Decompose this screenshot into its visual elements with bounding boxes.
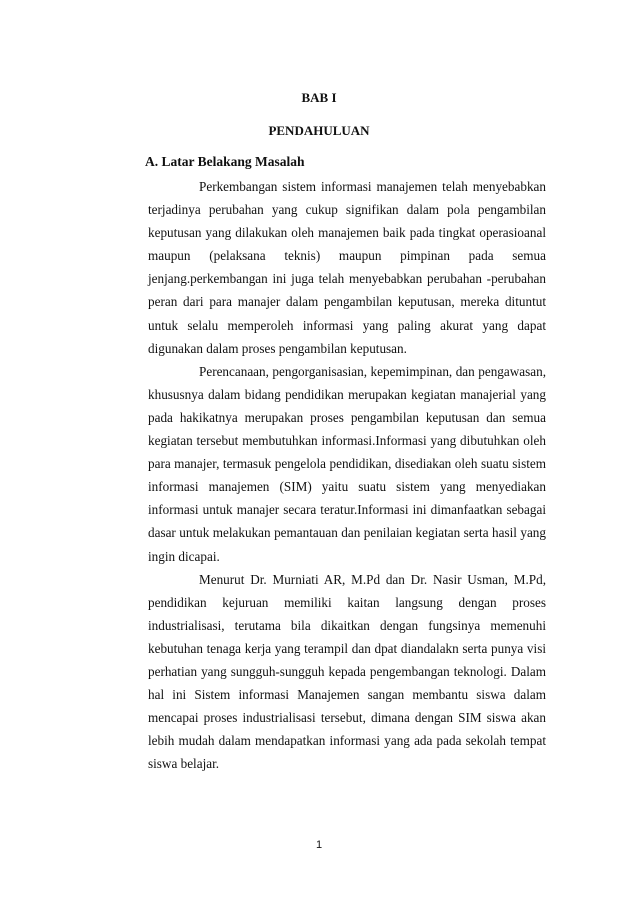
body-text — [148, 175, 546, 775]
chapter-number: BAB I — [301, 90, 337, 105]
section-heading: A. Latar Belakang Masalah — [145, 154, 305, 169]
paragraph-2: Perencanaan, pengorganisasian, kepemimpinan, dan pengawasan, khususnya dalam bidang pendidikan merupakan kegiatan manajerial yang pada hakikatnya merupakan proses pengambilan keputusan dan semua kegiatan tersebut membutuhkan informasi.Informasi yang dibutuhkan oleh para manajer, termasuk pengelola pendidikan, disediakan oleh suatu sistem informasi manajemen (SIM) yaitu suatu sistem yang menyediakan informasi untuk manajer secara teratur.Informasi ini dimanfaatkan sebagai dasar untuk melakukan pemantauan dan penilaian kegiatan serta hasil yang ingin dicapai. — [148, 363, 546, 564]
page-number: 1 — [315, 839, 323, 851]
chapter-title: PENDAHULUAN — [268, 123, 370, 138]
paragraph-1: Perkembangan sistem informasi manajemen telah menyebabkan terjadinya perubahan yang cukup signifikan dalam pola pengambilan keputusan yang dilakukan oleh manajemen baik pada tingkat operasioanal maupun (pelaksana teknis) maupun pimpinan pada semua jenjang.perkembangan ini juga telah menyebabkan perubahan -perubahan peran dari para manajer dalam pengambilan keputusan, mereka dituntut untuk selalu memperoleh informasi yang paling akurat yang dapat digunakan dalam proses pengambilan keputusan. — [148, 179, 546, 356]
paragraph-3: Menurut Dr. Murniati AR, M.Pd dan Dr. Nasir Usman, M.Pd, pendidikan kejuruan memiliki kaitan langsung dengan proses industrialisasi, terutama bila dikaitkan dengan fungsinya memenuhi kebutuhan tenaga kerja yang terampil dan dpat diandalakn serta punya visi perhatian yang sungguh-sungguh kepada pengembangan teknologi. Dalam hal ini Sistem informasi Manajemen sangan membantu siswa dalam mencapai proses industrialisasi tersebut, dimana dengan SIM siswa akan lebih mudah dalam mendapatkan informasi yang ada pada sekolah tempat siswa belajar. — [148, 571, 546, 772]
